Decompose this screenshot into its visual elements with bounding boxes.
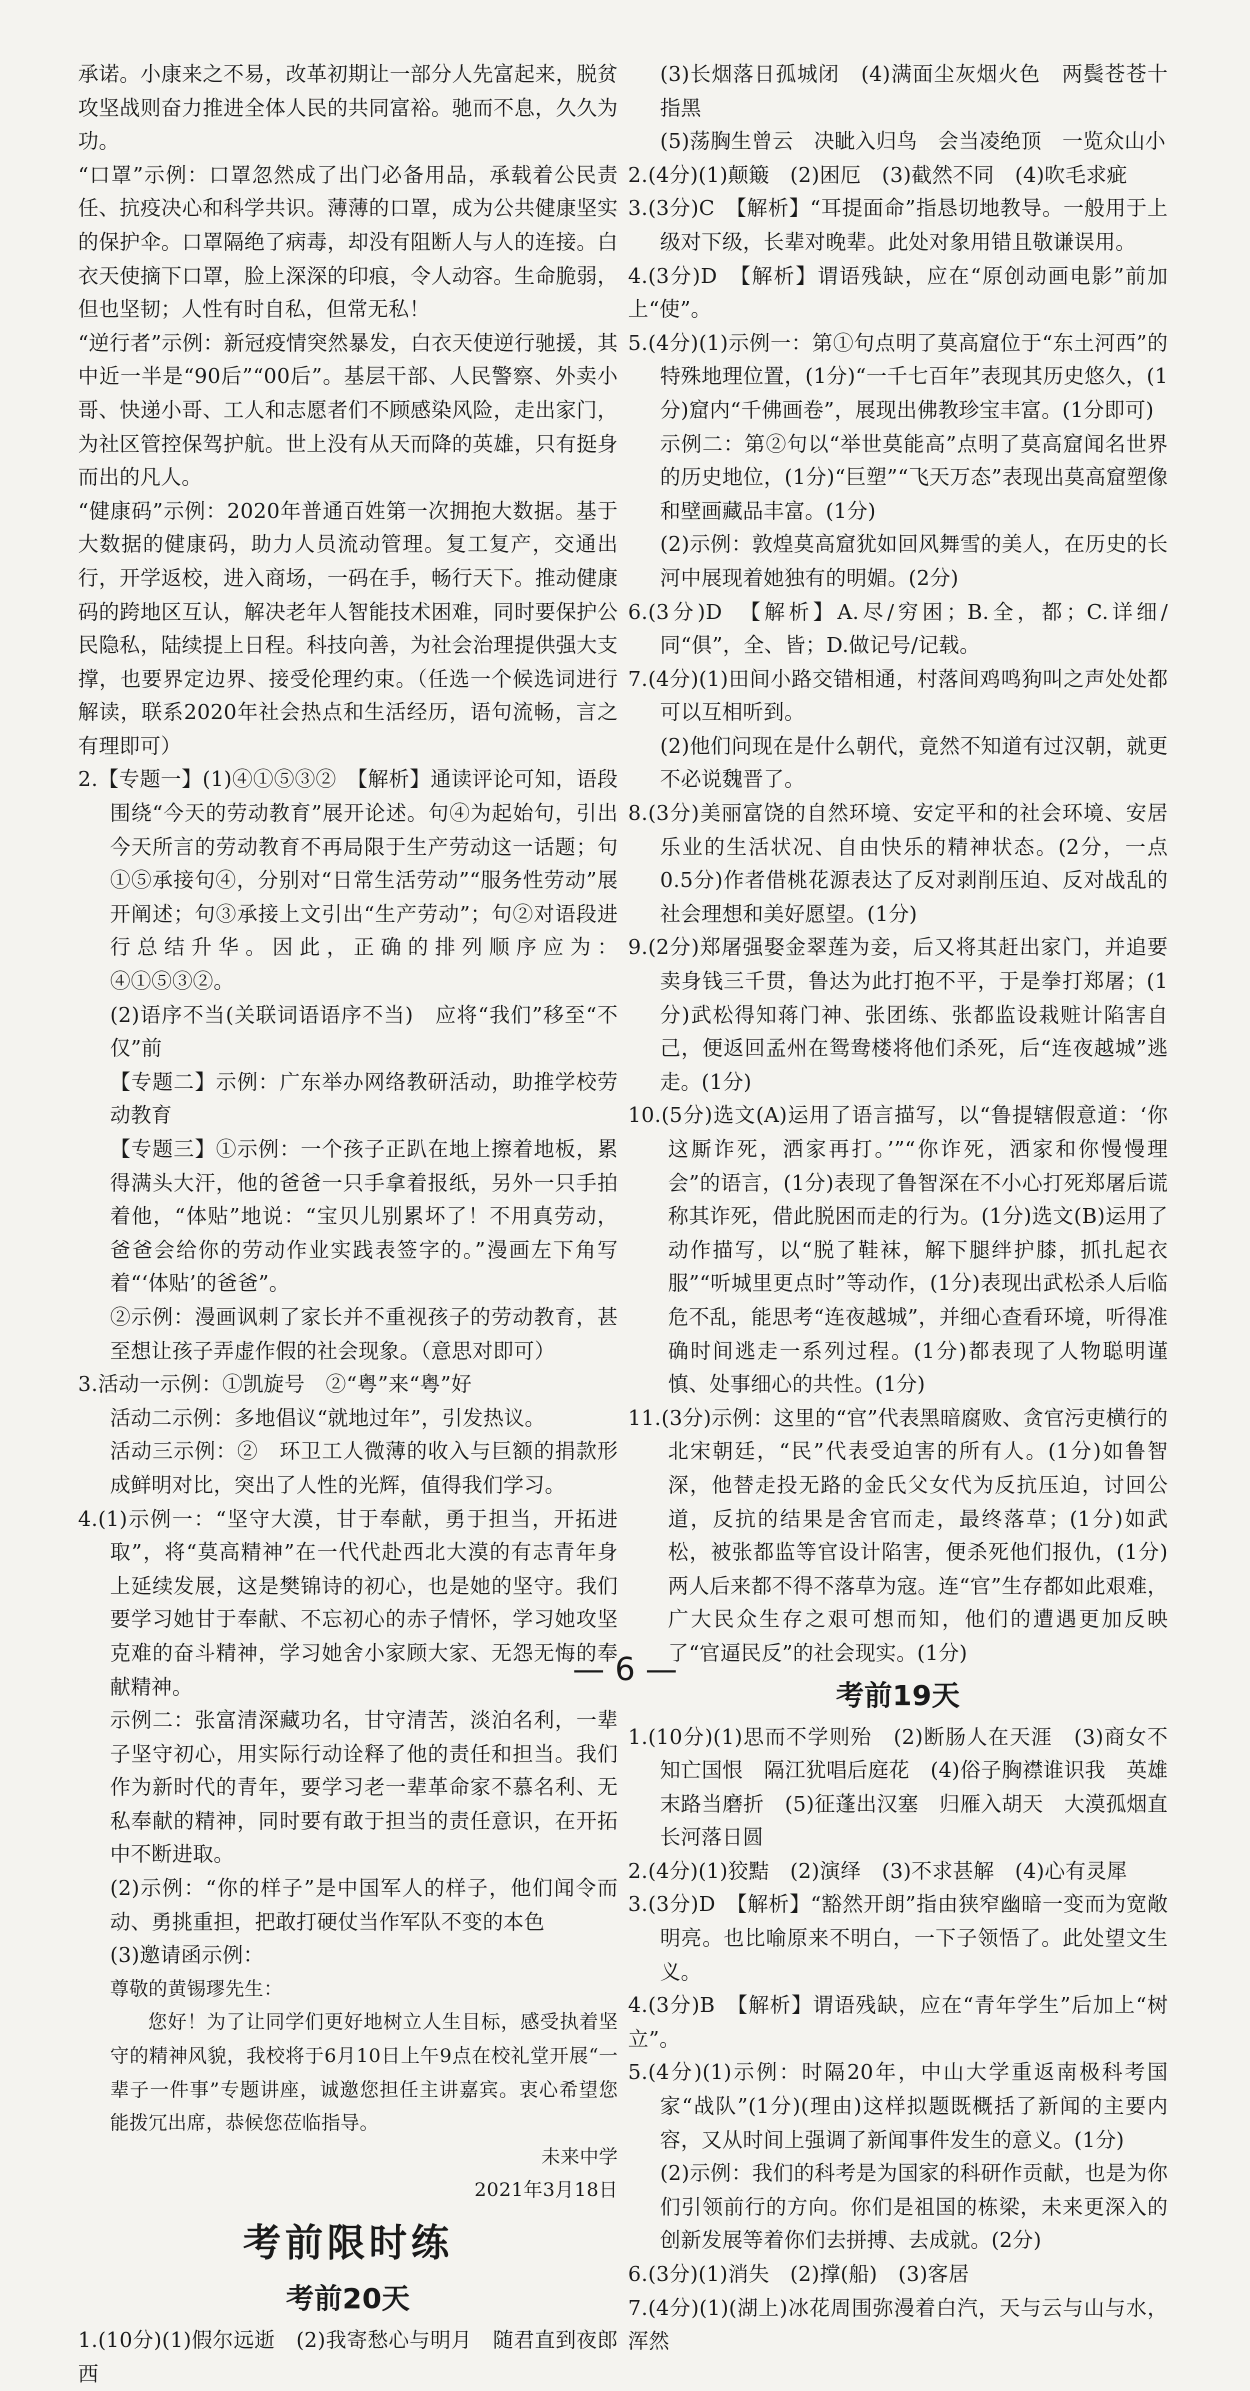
answer-paragraph: (2)语序不当(关联词语语序不当) 应将“我们”移至“不仅”前 [110, 1002, 618, 1061]
answer-item-2: 2.【专题一】(1)④①⑤③② 【解析】通读评论可知，语段围绕“今天的劳动教育”展开论述。句④为起始句，引出今天所言的劳动教育不再局限于生产劳动这一话题；句①⑤承接句④，分别对“日常生活劳动”“服务性劳动”展开阐述；句③承接上文引出“生产劳动”；句②对语段进行总结升华。因此，正确的排列顺序应为：④①⑤③②。 [78, 767, 618, 994]
answer-paragraph: 活动二示例：多地倡议“就地过年”，引发热议。 [110, 1405, 546, 1430]
answer-paragraph: 【专题二】示例：广东举办网络教研活动，助推学校劳动教育 [110, 1069, 618, 1128]
answer-paragraph: “口罩”示例：口罩忽然成了出门必备用品，承载着公民责任、抗疫决心和科学共识。薄薄的口罩，成为公共健康坚实的保护伞。口罩隔绝了病毒，却没有阻断人与人的连接。白衣天使摘下口罩，脸上深深的印痕，令人动容。生命脆弱，但也坚韧；人性有时自私，但常无私！ [78, 162, 618, 322]
answer-paragraph: 活动三示例：② 环卫工人微薄的收入与巨额的捐款形成鲜明对比，突出了人性的光辉，值得我们学习。 [110, 1439, 618, 1497]
answer-item-4: 4.(1)示例一：“坚守大漠，甘于奉献，勇于担当，开拓进取”，将“莫高精神”在一代代赴西北大漠的有志青年身上延续发展，这是樊锦诗的初心，也是她的坚守。我们要学习她甘于奉献、不忘初心的赤子情怀，学习她攻坚克难的奋斗精神，学习她舍小家顾大家、无怨无悔的奉献精神。 [78, 1506, 618, 1699]
answer-paragraph: 10.(5分)选文(A)运用了语言描写，以“鲁提辖假意道：‘你这厮诈死，洒家再打。’”“你诈死，洒家和你慢慢理会”的语言，(1分)表现了鲁智深在不小心打死郑屠后谎称其诈死，借此脱困而走的行为。(1分)选文(B)运用了动作描写，以“脱了鞋袜，解下腿绊护膝，抓扎起衣服”“听城里更点时”等动作，(1分)表现出武松杀人后临危不乱，能思考“连夜越城”，并细心查看环境，听得准确时间逃走一系列过程。(1分)都表现了人物聪明谨慎、处事细心的共性。(1分) [628, 1103, 1168, 1397]
answer-paragraph: 6.(3分)(1)消失 (2)撑(船) (3)客居 [628, 2262, 970, 2286]
answer-paragraph: 【专题三】①示例：一个孩子正趴在地上擦着地板，累得满头大汗，他的爸爸一只手拿着报纸，另外一只手拍着他，“体贴”地说：“宝贝儿别累坏了！不用真劳动，爸爸会给你的劳动作业实践表签字的。”漫画左下角写着“‘体贴’的爸爸”。 [110, 1137, 618, 1296]
answer-paragraph: 6.(3分)D 【解析】A.尽/穷困；B.全，都；C.详细/同“俱”，全、皆；D.做记号/记载。 [628, 599, 1168, 658]
answer-paragraph: 5.(4分)(1)示例一：第①句点明了莫高窟位于“东土河西”的特殊地理位置，(1分)“一千七百年”表现其历史悠久，(1分)窟内“千佛画卷”，展现出佛教珍宝丰富。(1分即可) [628, 330, 1168, 422]
answer-paragraph: 2.(4分)(1)颠簸 (2)困厄 (3)截然不同 (4)吹毛求疵 [628, 162, 1128, 187]
answer-item-1: 1.(10分)(1)假尔远逝 (2)我寄愁心与明月 随君直到夜郎西 [78, 2328, 618, 2386]
answer-paragraph: (3)邀请函示例： [110, 1943, 264, 1968]
section-title: 考前限时练 [242, 2221, 453, 2265]
letter-signature: 未来中学 [541, 2145, 618, 2168]
answer-paragraph: 4.(3分)D 【解析】谓语残缺，应在“原创动画电影”前加上“使”。 [628, 263, 1168, 322]
answer-paragraph: 5.(4分)(1)示例：时隔20年，中山大学重返南极科考国家“战队”(1分)(理由)这样拟题既概括了新闻的主要内容，又从时间上强调了新闻事件发生的意义。(1分) [628, 2060, 1168, 2152]
answer-paragraph: ②示例：漫画讽刺了家长并不重视孩子的劳动教育，甚至想让孩子弄虚作假的社会现象。（意思对即可） [110, 1304, 618, 1363]
answer-paragraph: (2)示例：敦煌莫高窟犹如回风舞雪的美人，在历史的长河中展现着她独有的明媚。(2分) [660, 532, 1168, 590]
answer-paragraph: 3.(3分)C 【解析】“耳提面命”指恳切地教导。一般用于上级对下级，长辈对晚辈。此处对象用错且敬谦误用。 [628, 196, 1168, 254]
answer-paragraph: 承诺。小康来之不易，改革初期让一部分人先富起来，脱贫攻坚战则奋力推进全体人民的共同富裕。驰而不息，久久为功。 [78, 62, 618, 154]
day-19-title: 考前19天 [836, 1678, 960, 1712]
right-column [628, 58, 1189, 2359]
answer-paragraph: 4.(3分)B 【解析】谓语残缺，应在“青年学生”后加上“树立”。 [628, 1993, 1168, 2051]
answer-paragraph: 11.(3分)示例：这里的“官”代表黑暗腐败、贪官污吏横行的北宋朝廷，“民”代表受迫害的所有人。(1分)如鲁智深，他替走投无路的金氏父女代为反抗压迫，讨回公道，反抗的结果是舍官而走，最终落草；(1分)如武松，被张都监等官设计陷害，便杀死他们报仇，(1分)两人后来都不得不落草为寇。连“官”生存都如此艰难，广大民众生存之艰可想而知，他们的遭遇更加反映了“官逼民反”的社会现实。(1分) [628, 1405, 1168, 1665]
answer-paragraph: 示例二：张富清深藏功名，甘守清苦，淡泊名利，一辈子坚守初心，用实际行动诠释了他的责任和担当。我们作为新时代的青年，要学习老一辈革命家不慕名利、无私奉献的精神，同时要有敢于担当的责任意识，在开拓中不断进取。 [110, 1708, 618, 1867]
answer-paragraph: 2.(4分)(1)狡黠 (2)演绎 (3)不求甚解 (4)心有灵犀 [628, 1858, 1128, 1883]
answer-paragraph: (2)示例：“你的样子”是中国军人的样子，他们闻令而动、勇挑重担，把敢打硬仗当作军队不变的本色 [110, 1876, 618, 1934]
answer-paragraph: 7.(4分)(1)田间小路交错相通，村落间鸡鸣狗叫之声处处都可以互相听到。 [628, 666, 1168, 725]
answer-paragraph: 示例二：第②句以“举世莫能高”点明了莫高窟闻名世界的历史地位，(1分)“巨塑”“飞天万态”表现出莫高窟塑像和壁画藏品丰富。(1分) [660, 431, 1168, 523]
answer-paragraph: (2)他们问现在是什么朝代，竟然不知道有过汉朝，就更不必说魏晋了。 [660, 733, 1168, 792]
answer-paragraph: (3)长烟落日孤城闭 (4)满面尘灰烟火色 两鬓苍苍十指黑 [660, 62, 1168, 120]
left-column [78, 58, 618, 2391]
answer-paragraph: 9.(2分)郑屠强娶金翠莲为妾，后又将其赶出家门，并追要卖身钱三千贯，鲁达为此打抱不平，于是拳打郑屠；(1分)武松得知蒋门神、张团练、张都监设栽赃计陷害自己，便返回孟州在鸳鸯楼将他们杀死，后“连夜越城”逃走。(1分) [628, 935, 1168, 1094]
answer-paragraph: 8.(3分)美丽富饶的自然环境、安定平和的社会环境、安居乐业的生活状况、自由快乐的精神状态。(2分，一点0.5分)作者借桃花源表达了反对剥削压迫、反对战乱的社会理想和美好愿望。(1分) [628, 801, 1168, 926]
answer-paragraph: “健康码”示例：2020年普通百姓第一次拥抱大数据。基于大数据的健康码，助力人员流动管理。复工复产，交通出行，开学返校，进入商场，一码在手，畅行天下。推动健康码的跨地区互认，解决老年人智能技术困难，同时要保护公民隐私，陆续提上日程。科技向善，为社会治理提供强大支撑，也要界定边界、接受伦理约束。（任选一个候选词进行解读，联系2020年社会热点和生活经历，语句流畅，言之有理即可） [78, 498, 618, 758]
answer-paragraph: (5)荡胸生曾云 决眦入归鸟 会当凌绝顶 一览众山小 [660, 129, 1166, 154]
letter-salutation: 尊敬的黄锡璆先生： [110, 1977, 283, 2000]
answer-paragraph: “逆行者”示例：新冠疫情突然暴发，白衣天使逆行驰援，其中近一半是“90后”“00后”。基层干部、人民警察、外卖小哥、快递小哥、工人和志愿者们不顾感染风险，走出家门，为社区管控保驾护航。世上没有从天而降的英雄，只有挺身而出的凡人。 [78, 330, 618, 490]
page-number: — 6 — [572, 1650, 678, 1688]
answer-paragraph: 7.(4分)(1)(湖上)冰花周围弥漫着白汽，天与云与山与水，浑然 [628, 2295, 1168, 2354]
answer-item-3: 3.活动一示例：①凯旋号 ②“粤”来“粤”好 [78, 1372, 472, 1397]
answer-paragraph: 3.(3分)D 【解析】“豁然开朗”指由狭窄幽暗一变而为宽敞明亮。也比喻原来不明白，一下子领悟了。此处望文生义。 [628, 1892, 1168, 1984]
answer-paragraph: 1.(10分)(1)思而不学则殆 (2)断肠人在天涯 (3)商女不知亡国恨 隔江犹唱后庭花 (4)俗子胸襟谁识我 英雄末路当磨折 (5)征蓬出汉塞 归雁入胡天 大漠孤烟直 长河落日圆 [628, 1724, 1189, 1850]
letter-body: 您好！为了让同学们更好地树立人生目标，感受执着坚守的精神风貌，我校将于6月10日上午9点在校礼堂开展“一辈子一件事”专题讲座，诚邀您担任主讲嘉宾。衷心希望您能拨冗出席，恭候您莅临指导。 [110, 2011, 618, 2135]
day-20-title: 考前20天 [286, 2282, 410, 2315]
letter-date: 2021年3月18日 [474, 2179, 618, 2202]
answer-paragraph: (2)示例：我们的科考是为国家的科研作贡献，也是为你们引领前行的方向。你们是祖国的栋梁，未来更深入的创新发展等着你们去拼搏、去成就。(2分) [660, 2161, 1168, 2253]
